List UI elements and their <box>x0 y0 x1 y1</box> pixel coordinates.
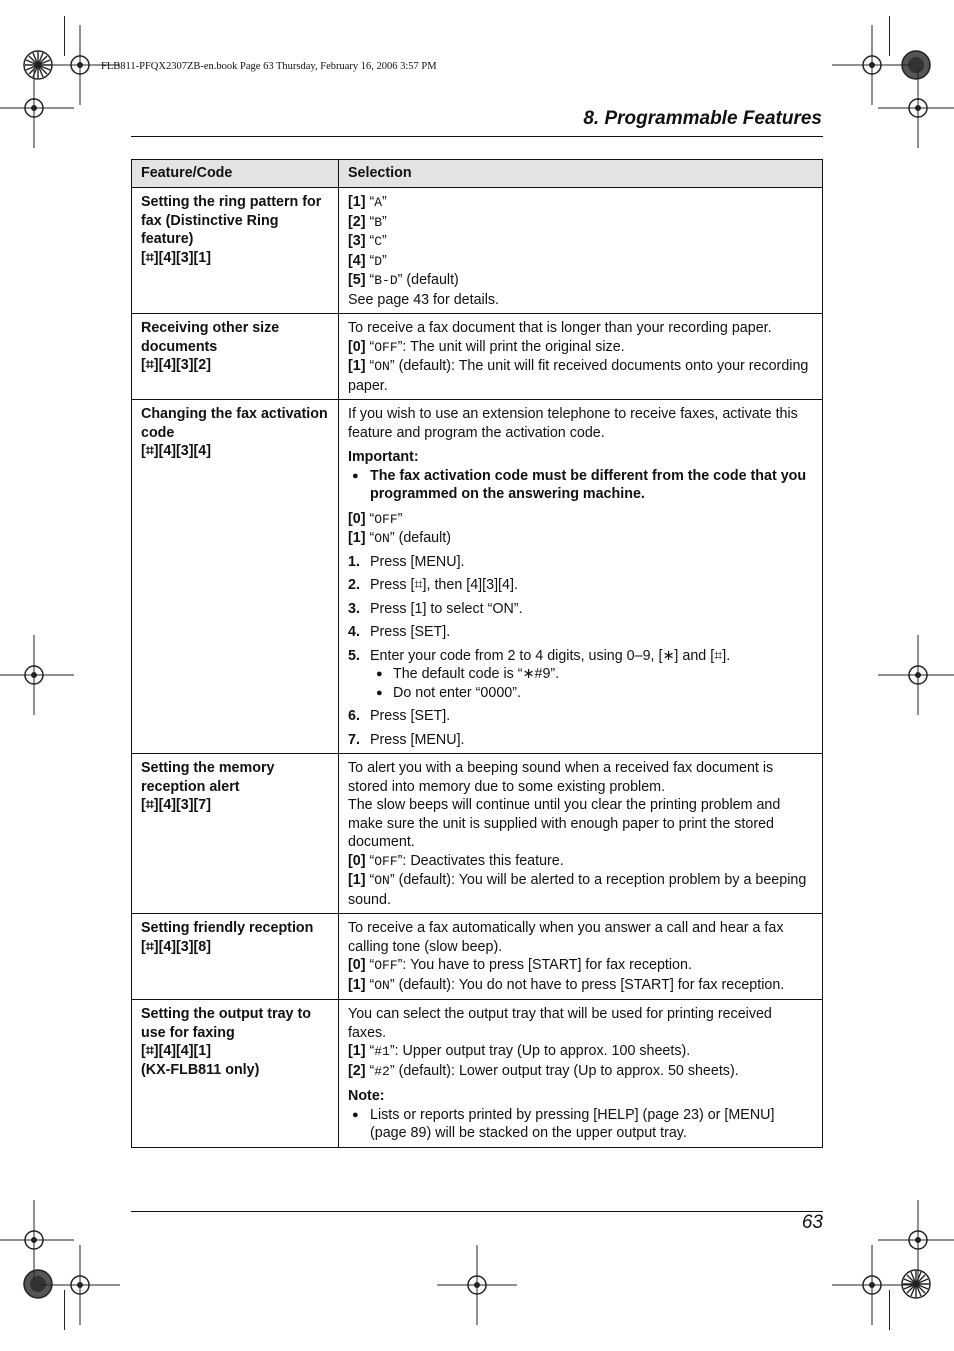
option-line: [0] “OFF”: Deactivates this feature. <box>348 852 564 869</box>
table-header-row <box>132 160 823 188</box>
table-row <box>132 188 823 314</box>
feature-cell <box>132 754 339 914</box>
option-line: [4] “D” <box>348 252 387 269</box>
intro-text: You can select the output tray that will be used for printing received faxes. <box>348 1006 772 1041</box>
crosshair-mark <box>40 1245 120 1325</box>
feature-cell <box>132 914 339 1000</box>
intro-text: To receive a fax automatically when you answer a call and hear a fax calling tone (slow beep). <box>348 920 784 955</box>
option-line: [0] “OFF”: The unit will print the original size. <box>348 338 625 355</box>
intro-text: To alert you with a beeping sound when a received fax document is stored into memory due to some existing problem. <box>348 760 774 795</box>
table-row <box>132 754 823 914</box>
feature-cell <box>132 188 339 314</box>
option-line: [0] “OFF”: You have to press [START] for fax reception. <box>348 957 692 973</box>
step-item: 1. Press [MENU]. <box>348 553 465 570</box>
important-text: ● The fax activation code must be different from the code that you programmed on the answering machine. <box>348 467 813 504</box>
crosshair-mark <box>878 635 954 715</box>
feature-code: [⌗][4][3][2] <box>141 357 211 373</box>
feature-code: [⌗][4][4][1] <box>141 1043 211 1059</box>
note-text: ● Lists or reports printed by pressing [HELP] (page 23) or [MENU] (page 89) will be stacked on the upper output tray. <box>348 1106 813 1143</box>
footer-rule <box>131 1211 823 1212</box>
option-line: [0] “OFF” <box>348 510 403 527</box>
step-item: 3. Press [1] to select “ON”. <box>348 600 523 617</box>
sub-bullet: ● The default code is “∗#9”. <box>348 665 813 684</box>
feature-name: Setting the memory reception alert <box>141 760 275 795</box>
crop-mark <box>889 16 890 56</box>
crosshair-mark <box>878 68 954 148</box>
step-list <box>348 553 813 750</box>
feature-code: [⌗][4][3][7] <box>141 797 211 813</box>
option-line: [2] “#2” (default): Lower output tray (Up to approx. 50 sheets). <box>348 1062 739 1079</box>
crosshair-mark <box>832 1245 912 1325</box>
intro-text: To receive a fax document that is longer than your recording paper. <box>348 320 772 336</box>
model-note: (KX-FLB811 only) <box>141 1061 260 1078</box>
selection-cell <box>339 314 823 400</box>
feature-code: [⌗][4][3][1] <box>141 249 211 266</box>
step-item: 6. Press [SET]. <box>348 708 451 724</box>
option-line: [1] “ON” (default) <box>348 530 452 546</box>
selection-cell <box>339 188 823 314</box>
feature-name: Receiving other size documents <box>141 320 280 355</box>
option-line: [2] “B” <box>348 213 387 230</box>
table-row <box>132 400 823 754</box>
crop-mark <box>889 1290 890 1330</box>
header-rule <box>131 136 823 137</box>
selection-cell <box>339 754 823 914</box>
feature-table <box>131 159 823 1148</box>
crosshair-mark <box>0 68 74 148</box>
sub-bullet: ● Do not enter “0000”. <box>348 684 813 703</box>
table-row <box>132 1000 823 1148</box>
crosshair-mark <box>0 635 74 715</box>
crosshair-mark <box>437 1245 517 1325</box>
table-row <box>132 314 823 400</box>
feature-cell <box>132 314 339 400</box>
option-line: [3] “C” <box>348 233 387 249</box>
crop-mark <box>64 1290 65 1330</box>
note-label: Note: <box>348 1088 385 1104</box>
intro-text: The slow beeps will continue until you clear the printing problem and make sure the unit is supplied with enough paper to print the stored document. <box>348 797 781 850</box>
page-number: 63 <box>801 1212 823 1233</box>
selection-cell <box>339 914 823 1000</box>
feature-name: Setting the ring pattern for fax (Distinctive Ring feature) <box>141 194 322 247</box>
option-line: [1] “ON” (default): You will be alerted to a reception problem by a beeping sound. <box>348 872 807 908</box>
option-line: [1] “#1”: Upper output tray (Up to approx. 100 sheets). <box>348 1043 691 1059</box>
table-row <box>132 914 823 1000</box>
crop-mark <box>64 16 65 56</box>
header-feature-code: Feature/Code <box>132 160 339 188</box>
option-line: [5] “B-D” (default) <box>348 272 459 288</box>
selection-cell <box>339 400 823 754</box>
feature-code: [⌗][4][3][4] <box>141 443 211 459</box>
option-line: [1] “A” <box>348 194 387 210</box>
feature-name: Setting friendly reception <box>141 920 314 936</box>
intro-text: If you wish to use an extension telephone to receive faxes, activate this feature and program the activation code. <box>348 406 798 441</box>
option-line: [1] “ON” (default): The unit will fit received documents onto your recording paper. <box>348 358 809 394</box>
important-label: Important: <box>348 449 419 465</box>
step-item: 5. Enter your code from 2 to 4 digits, using 0–9, [∗] and [⌗]. ● The default code is “∗#9”. ● Do not enter “0000”. <box>348 647 813 703</box>
feature-cell <box>132 400 339 754</box>
step-item: 7. Press [MENU]. <box>348 731 465 748</box>
section-title: 8. Programmable Features <box>583 108 822 129</box>
feature-cell <box>132 1000 339 1148</box>
print-info-line: FLB811-PFQX2307ZB-en.book Page 63 Thursday, February 16, 2006 3:57 PM <box>101 61 437 72</box>
selection-cell <box>339 1000 823 1148</box>
feature-name: Changing the fax activation code <box>141 406 328 441</box>
header-selection: Selection <box>339 160 823 188</box>
feature-name: Setting the output tray to use for faxing <box>141 1006 311 1041</box>
step-item: 2. Press [⌗], then [4][3][4]. <box>348 577 518 593</box>
step-item: 4. Press [SET]. <box>348 624 451 640</box>
feature-code: [⌗][4][3][8] <box>141 938 211 955</box>
note-text: See page 43 for details. <box>348 291 500 308</box>
option-line: [1] “ON” (default): You do not have to press [START] for fax reception. <box>348 976 785 993</box>
